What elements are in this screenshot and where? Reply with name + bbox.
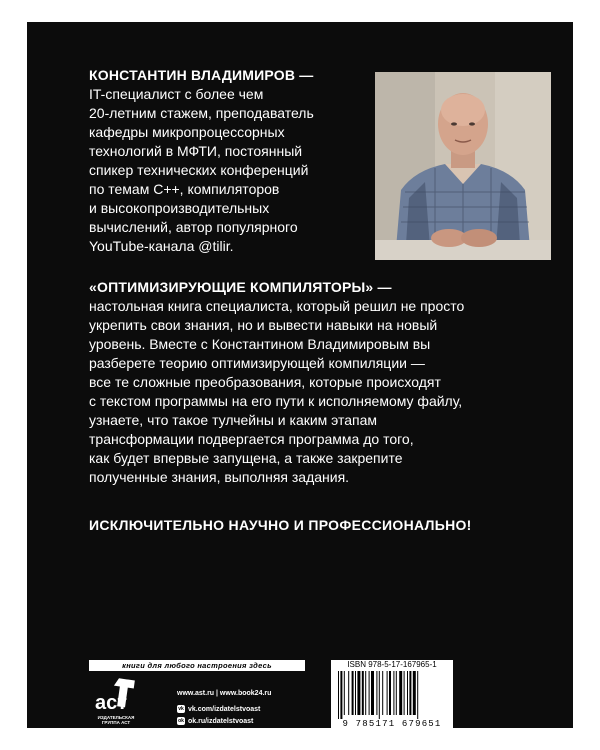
author-bio xyxy=(89,85,334,256)
bio-line: по темам С++, компиляторов xyxy=(89,181,280,197)
description-line: настольная книга специалиста, который решил не просто xyxy=(89,298,465,314)
book-title: «ОПТИМИЗИРУЮЩИЕ КОМПИЛЯТОРЫ» — xyxy=(89,279,392,295)
barcode-bar xyxy=(413,671,416,715)
bio-line: IT-специалист с более чем xyxy=(89,86,264,102)
ok-icon: ok xyxy=(178,718,184,724)
barcode-icon xyxy=(336,671,448,719)
barcode-bar xyxy=(338,671,339,719)
barcode-bar xyxy=(382,671,383,715)
book-block xyxy=(89,278,529,487)
bio-line: кафедры микропроцессорных xyxy=(89,124,285,140)
barcode-bar xyxy=(407,671,408,715)
barcode-bar xyxy=(340,671,342,719)
description-line: разберете теорию оптимизирующей компиляции — xyxy=(89,355,425,371)
barcode-bar xyxy=(355,671,356,715)
description-line: с текстом программы на его пути к исполняемому файлу, xyxy=(89,393,463,409)
barcode-box xyxy=(331,660,453,730)
ok-link[interactable]: ok.ru/izdatelstvoast xyxy=(188,717,254,725)
author-photo xyxy=(375,72,551,260)
bio-line: технологий в МФТИ, постоянный xyxy=(89,143,303,159)
barcode-bar xyxy=(393,671,394,715)
book-description xyxy=(89,297,529,487)
barcode-bar xyxy=(362,671,364,715)
publisher-logo-icon xyxy=(93,677,137,715)
description-line: уровень. Вместе с Константином Владимировым вы xyxy=(89,336,431,352)
description-line: полученные знания, выполняя задания. xyxy=(89,469,350,485)
description-line: узнаете, что такое тулчейны и каким этапам xyxy=(89,412,378,428)
description-line: все те сложные преобразования, которые происходят xyxy=(89,374,441,390)
vk-link-row[interactable] xyxy=(177,705,260,713)
author-block xyxy=(89,66,334,256)
barcode-digits: 9 785171 679651 xyxy=(342,719,442,729)
barcode-bar xyxy=(348,671,349,715)
vk-icon: vk xyxy=(178,706,184,712)
description-line: трансформации подвергается программа до того, xyxy=(89,431,414,447)
publisher-sites[interactable]: www.ast.ru | www.book24.ru xyxy=(177,690,272,697)
description-line: укрепить свои знания, но и вывести навыки на новый xyxy=(89,317,438,333)
back-cover xyxy=(27,22,573,728)
barcode-bar xyxy=(379,671,380,719)
barcode-bar xyxy=(387,671,388,715)
barcode-bar xyxy=(417,671,418,719)
barcode-bar xyxy=(352,671,354,715)
isbn-label: ISBN 978-5-17-167965-1 xyxy=(347,660,437,669)
logo-caption: ИЗДАТЕЛЬСКАЯ ГРУППА АСТ xyxy=(97,715,135,725)
slogan: ИСКЛЮЧИТЕЛЬНО НАУЧНО И ПРОФЕССИОНАЛЬНО! xyxy=(89,517,472,533)
barcode-bar xyxy=(396,671,397,715)
bio-line: и высокопроизводительных xyxy=(89,200,270,216)
bio-line: вычислений, автор популярного xyxy=(89,219,298,235)
vk-link[interactable]: vk.com/izdatelstvoast xyxy=(188,705,261,713)
barcode-bar xyxy=(399,671,402,715)
barcode-bar xyxy=(365,671,366,715)
logo-text: аст xyxy=(95,692,128,714)
barcode-bar xyxy=(409,671,411,715)
bio-line: спикер технических конференций xyxy=(89,162,309,178)
description-line: как будет впервые запущена, а также закрепите xyxy=(89,450,403,466)
barcode-bar xyxy=(389,671,391,715)
barcode-bar xyxy=(371,671,374,715)
barcode-bar xyxy=(404,671,405,715)
barcode-bar xyxy=(376,671,377,715)
barcode-bar xyxy=(344,671,345,715)
bio-line: 20-летним стажем, преподаватель xyxy=(89,105,314,121)
author-name: КОНСТАНТИН ВЛАДИМИРОВ — xyxy=(89,67,314,83)
barcode-bar xyxy=(369,671,370,715)
ok-link-row[interactable] xyxy=(177,717,253,725)
publisher-tagline: книги для любого настроения здесь xyxy=(89,660,305,671)
bio-line: YouTube-канала @tilir. xyxy=(89,238,234,254)
barcode-bar xyxy=(357,671,360,715)
